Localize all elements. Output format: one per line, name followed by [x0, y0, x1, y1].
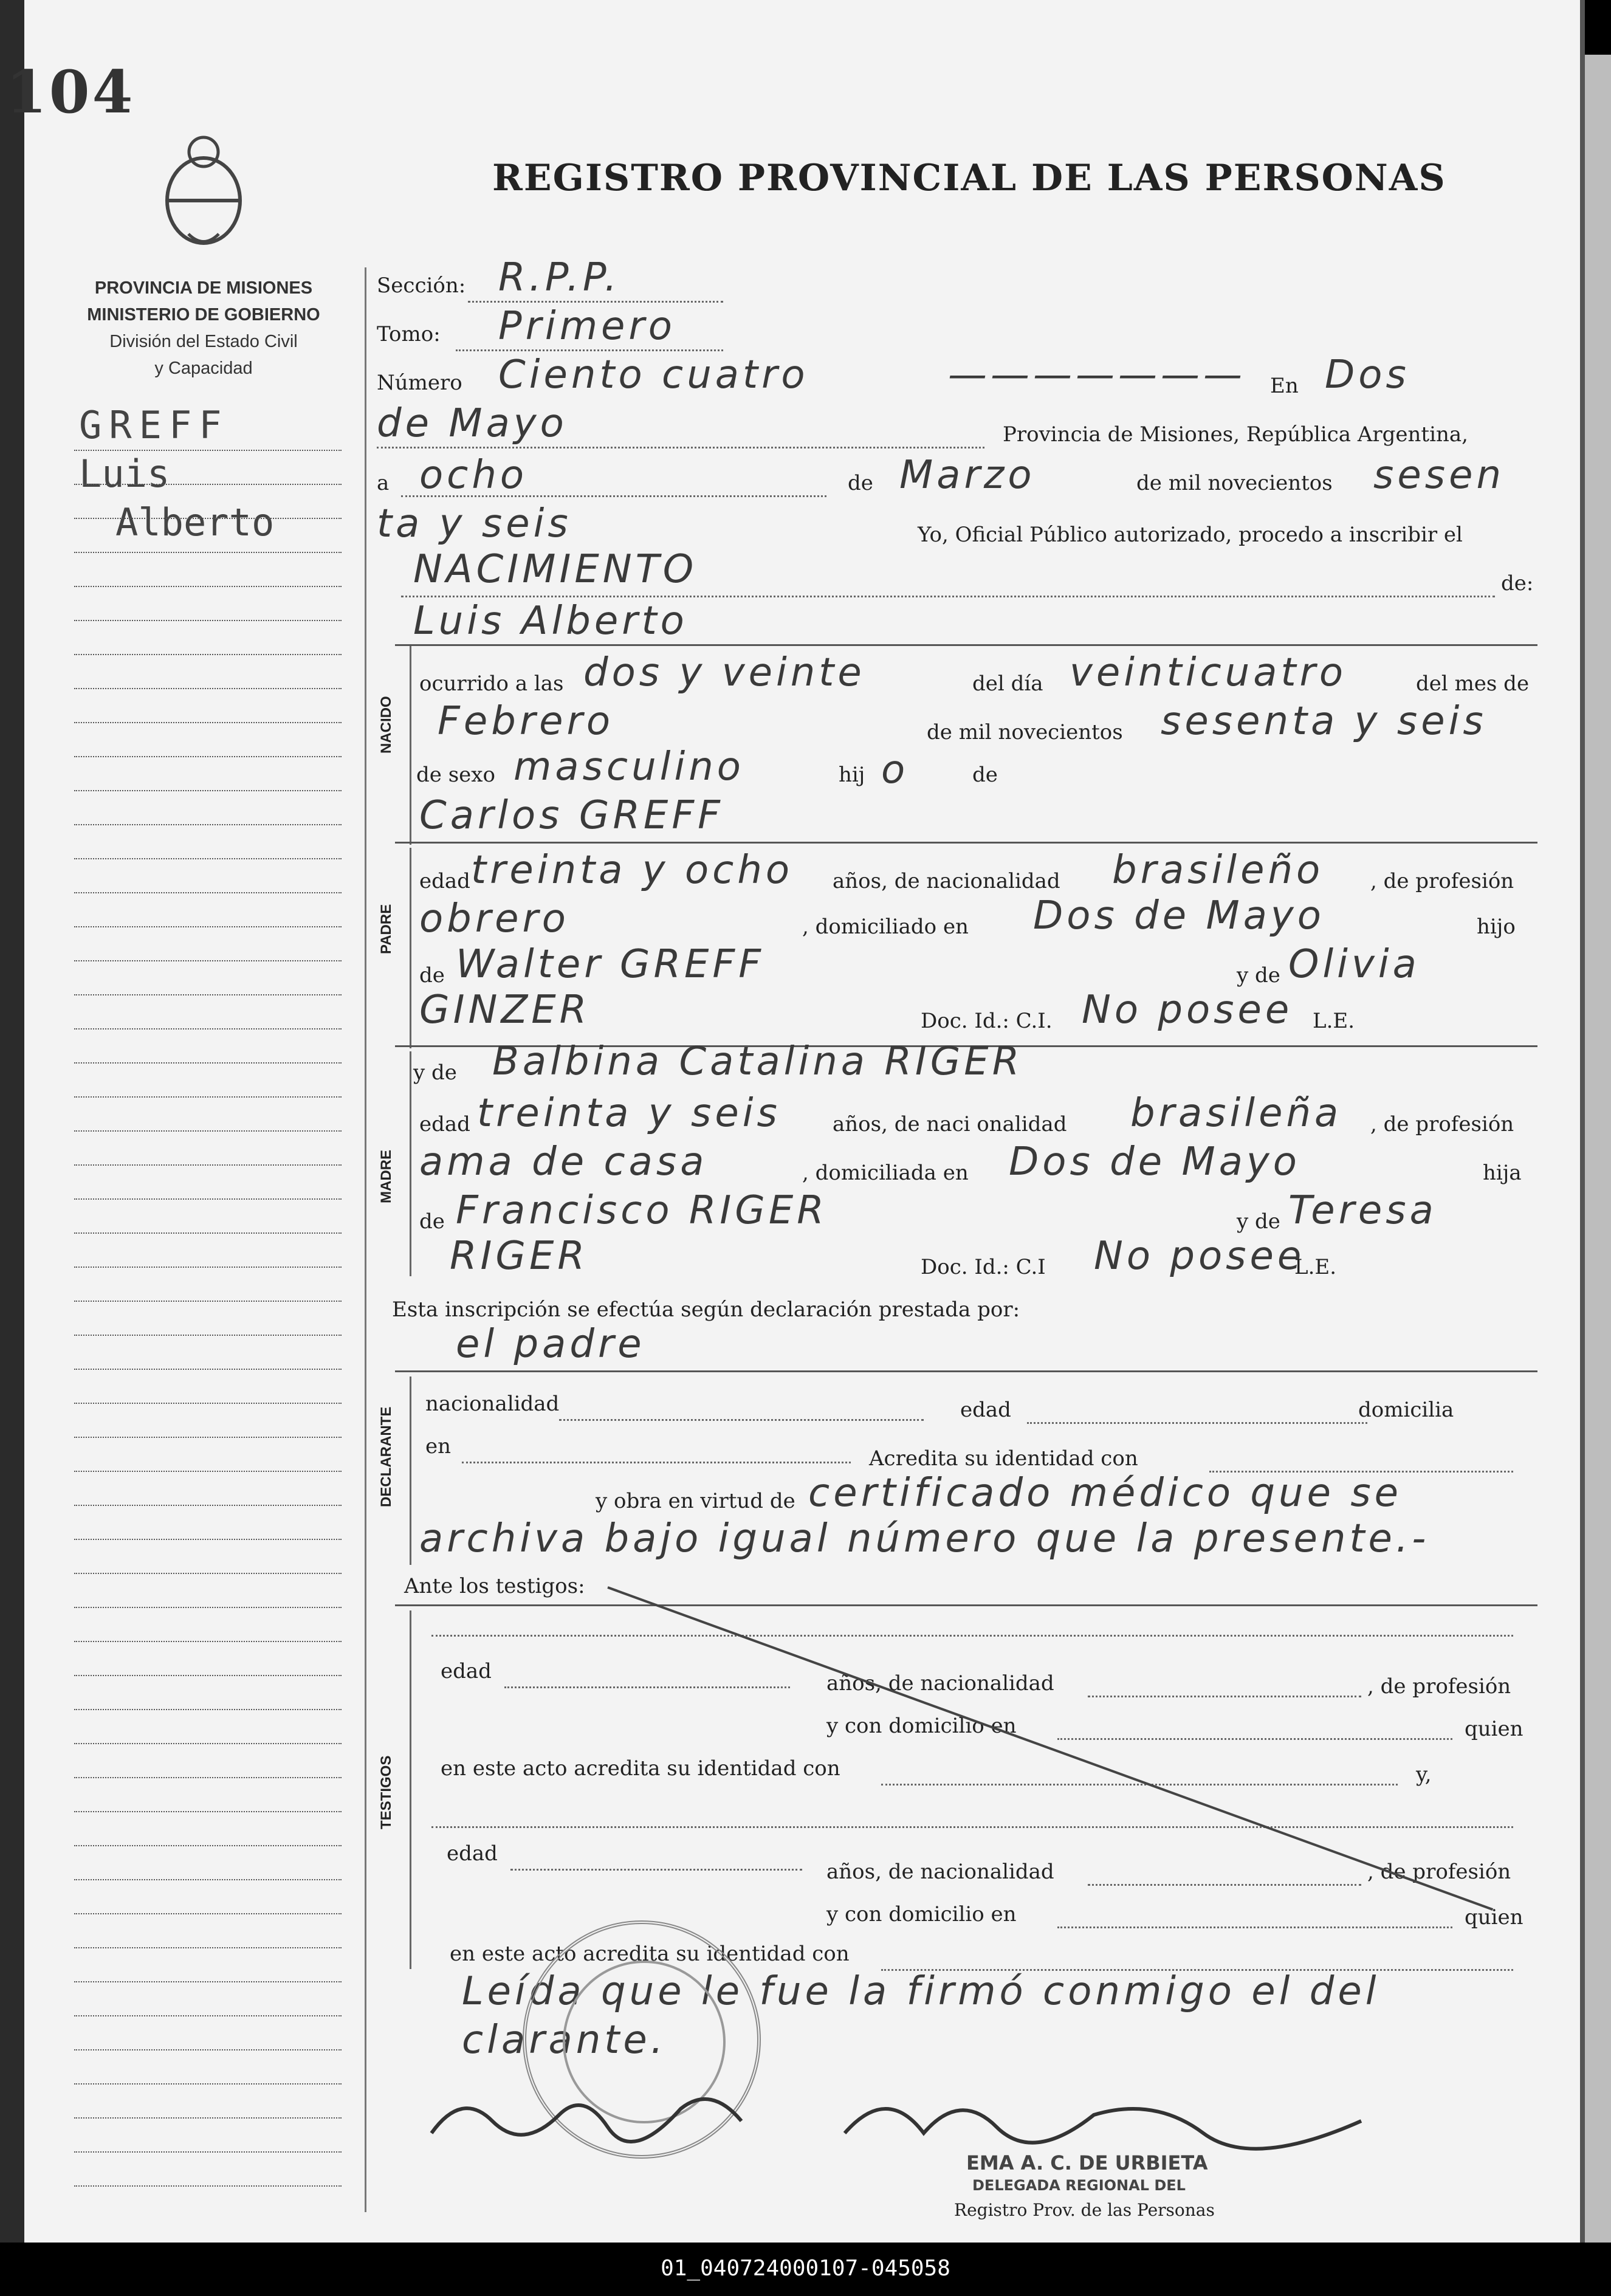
coat-of-arms-icon: [155, 128, 252, 249]
ministry-line: MINISTERIO DE GOBIERNO: [87, 305, 320, 325]
marginal-rule-line: [74, 1164, 342, 1166]
marginal-rule-line: [74, 1232, 342, 1234]
marginal-rule-line: [74, 2049, 342, 2050]
testigo1-edad-label: edad: [441, 1659, 492, 1683]
marginal-rule-line: [74, 1641, 342, 1642]
madre-hija-label: hija: [1483, 1161, 1522, 1185]
closing-line-1: Leída que le fue la firmó conmigo el del: [462, 1969, 1380, 2014]
declarante-edad-line: [1027, 1422, 1367, 1424]
ministry-line: PROVINCIA DE MISIONES: [94, 278, 313, 298]
marginal-rule-line: [74, 1539, 342, 1540]
padre-section-label: PADRE: [378, 904, 394, 954]
seccion-line: [468, 301, 723, 303]
padre-nac-label: años, de nacionalidad: [833, 869, 1060, 893]
year-prefix: de mil novecientos: [1136, 471, 1333, 495]
marginal-rule-line: [74, 1573, 342, 1574]
madre-doc-label: Doc. Id.: C.I: [921, 1255, 1046, 1279]
testigo2-acredita-label: en este acto acredita su identidad con: [450, 1942, 850, 1966]
padre-de-label: de: [419, 963, 445, 988]
place-value-1: Dos: [1325, 352, 1410, 397]
marginal-rule-line: [74, 1675, 342, 1676]
padre-father-value: Walter GREFF: [456, 942, 765, 987]
testigo1-name-line: [431, 1635, 1513, 1637]
marginal-rule-line: [74, 552, 342, 553]
closing-line-2: clarante.: [462, 2018, 667, 2063]
marginal-rule-line: [74, 620, 342, 621]
madre-father-value: Francisco RIGER: [456, 1188, 828, 1233]
document-title: REGISTRO PROVINCIAL DE LAS PERSONAS: [492, 157, 1446, 199]
a-label: a: [377, 471, 390, 495]
marginal-rule-line: [74, 1369, 342, 1370]
hijo-label: hij: [839, 763, 865, 787]
declarante-edad-label: edad: [960, 1398, 1011, 1422]
marginal-rule-line: [74, 1607, 342, 1608]
madre-edad-value: treinta y seis: [477, 1091, 781, 1136]
marginal-rule-line: [74, 1709, 342, 1710]
marginal-rule-line: [74, 858, 342, 859]
marginal-rule-line: [74, 1028, 342, 1029]
marginal-rule-line: [74, 1913, 342, 1914]
numero-dash: ———————: [948, 352, 1246, 397]
testigos-section-label: TESTIGOS: [378, 1755, 394, 1829]
madre-y-de-label: y de: [413, 1060, 457, 1085]
marginal-rule-line: [74, 1403, 342, 1404]
madre-mother-value-1: Teresa: [1288, 1188, 1437, 1233]
declarante-virtud-value-1: certificado médico que se: [808, 1471, 1403, 1516]
marginal-rule-line: [74, 518, 342, 519]
sexo-label: de sexo: [416, 763, 495, 787]
nacido-name: Luis Alberto: [413, 599, 688, 644]
madre-edad-label: edad: [419, 1112, 470, 1136]
birth-year-prefix: de mil novecientos: [927, 720, 1123, 744]
year-value-2: ta y seis: [377, 501, 572, 546]
marginal-rule-line: [74, 824, 342, 825]
place-line: [377, 447, 984, 449]
madre-prof-label: , de profesión: [1370, 1112, 1514, 1136]
padre-dom-label: , domiciliado en: [802, 915, 969, 939]
ocurrido-label: ocurrido a las: [419, 672, 564, 696]
madre-dom-label: , domiciliada en: [802, 1161, 969, 1185]
day-value: ocho: [419, 453, 528, 498]
marginal-rule-line: [74, 994, 342, 995]
del-mes-label: del mes de: [1416, 672, 1530, 696]
act-type: NACIMIENTO: [413, 547, 698, 592]
testigo2-nac-line: [1088, 1884, 1361, 1886]
declarante-en-label: en: [425, 1434, 452, 1459]
testigo1-edad-line: [504, 1686, 790, 1688]
hijo-suffix: o: [881, 748, 909, 792]
margin-divider: [365, 267, 366, 2212]
padre-mother-value-1: Olivia: [1288, 942, 1420, 987]
marginal-rule-line: [74, 586, 342, 587]
marginal-rule-line: [74, 2185, 342, 2187]
declarante-nac-line: [559, 1419, 924, 1421]
tomo-line: [456, 349, 723, 351]
testigo1-quien-label: quien: [1465, 1717, 1523, 1741]
declarante-domicilia-label: domicilia: [1358, 1398, 1454, 1422]
de-label: de: [848, 471, 873, 495]
marginal-rule-line: [74, 484, 342, 485]
testigos-intro: Ante los testigos:: [404, 1574, 585, 1598]
declarante-intro: Esta inscripción se efectúa según declaración prestada por:: [392, 1298, 1020, 1322]
testigo1-dom-label: y con domicilio en: [826, 1714, 1017, 1738]
official-title: DELEGADA REGIONAL DEL: [972, 2177, 1186, 2194]
marginal-rule-line: [74, 1267, 342, 1268]
marginal-rule-line: [74, 2117, 342, 2119]
act-line: [401, 596, 1495, 597]
marginal-rule-line: [74, 1301, 342, 1302]
padre-doc-value: No posee: [1082, 988, 1293, 1033]
padre-edad-label: edad: [419, 869, 470, 893]
del-dia-label: del día: [972, 672, 1043, 696]
declarante-en-line: [462, 1462, 851, 1463]
tomo-label: Tomo:: [377, 322, 441, 346]
marginal-note: [79, 401, 346, 547]
declarant-signature: [425, 2078, 790, 2151]
numero-value: Ciento cuatro: [498, 352, 809, 397]
marginal-first-name: Luis: [79, 452, 170, 496]
seccion-label: Sección:: [377, 273, 466, 298]
officer-text: Yo, Oficial Público autorizado, procedo a inscribir el: [918, 523, 1463, 547]
province-text: Provincia de Misiones, República Argentina,: [1003, 422, 1468, 447]
testigo1-y-label: y,: [1416, 1762, 1432, 1787]
madre-nac-value: brasileña: [1130, 1091, 1342, 1136]
tomo-value: Primero: [498, 304, 676, 349]
padre-prof-value: obrero: [419, 896, 569, 941]
testigo1-acredita-line: [881, 1784, 1398, 1786]
book-binding-left: [0, 0, 24, 2243]
padre-mother-value-2: GINZER: [419, 988, 591, 1033]
marginal-middle-name: Alberto: [115, 500, 275, 545]
marginal-rule-line: [74, 1743, 342, 1744]
marginal-rule-line: [74, 1981, 342, 1982]
marginal-rule-line: [74, 1437, 342, 1438]
nacido-section-label: NACIDO: [378, 696, 394, 754]
birth-month-value: Febrero: [438, 699, 614, 744]
padre-hijo-label: hijo: [1477, 915, 1516, 939]
declarante-nac-label: nacionalidad: [425, 1392, 560, 1416]
official-signature: [839, 2078, 1386, 2151]
declarante-virtud-value-2: archiva bajo igual número que la presente.-: [419, 1516, 1430, 1561]
marginal-rule-line: [74, 2151, 342, 2153]
birth-year-value: sesenta y seis: [1161, 699, 1487, 744]
issuing-authority: [67, 275, 340, 382]
testigo1-acredita-label: en este acto acredita su identidad con: [441, 1756, 840, 1781]
padre-name: Carlos GREFF: [419, 793, 724, 838]
testigo2-name-line: [431, 1826, 1513, 1828]
madre-prof-value: ama de casa: [419, 1139, 708, 1184]
madre-doc-value: No posee: [1094, 1234, 1305, 1279]
marginal-rule-line: [74, 1505, 342, 1506]
madre-section-label: MADRE: [378, 1150, 394, 1203]
testigo2-prof-label: , de profesión: [1367, 1860, 1511, 1884]
padre-nac-value: brasileño: [1112, 848, 1324, 893]
marginal-rule-line: [74, 1062, 342, 1064]
place-value-2: de Mayo: [377, 401, 568, 446]
testigo1-dom-line: [1057, 1738, 1452, 1740]
marginal-rule-line: [74, 1198, 342, 1200]
marginal-rule-line: [74, 1845, 342, 1846]
testigo1-nac-line: [1088, 1696, 1361, 1697]
padre-top-rule: [395, 842, 1537, 844]
marginal-rule-line: [74, 926, 342, 927]
marginal-rule-line: [74, 1471, 342, 1472]
nacido-top-rule: [395, 644, 1537, 646]
madre-y-de2-label: y de: [1237, 1209, 1280, 1234]
padre-prof-label: , de profesión: [1370, 869, 1514, 893]
declarante-by-value: el padre: [456, 1322, 645, 1367]
time-value: dos y veinte: [583, 650, 865, 695]
image-code: 01_040724000107-045058: [661, 2256, 950, 2281]
testigo2-dom-label: y con domicilio en: [826, 1902, 1017, 1927]
ministry-line: División del Estado Civil: [109, 332, 298, 351]
marginal-rule-line: [74, 790, 342, 791]
declarante-acredita-label: Acredita su identidad con: [869, 1446, 1138, 1471]
marginal-rule-line: [74, 892, 342, 893]
numero-label: Número: [377, 371, 462, 395]
marginal-rule-line: [74, 1947, 342, 1948]
marginal-rule-line: [74, 654, 342, 655]
sexo-value: masculino: [514, 744, 744, 789]
declarante-virtud-label: y obra en virtud de: [596, 1489, 795, 1513]
day-line: [401, 495, 826, 497]
madre-nac-label: años, de naci onalidad: [833, 1112, 1067, 1136]
marginal-rule-line: [74, 2083, 342, 2085]
en-label: En: [1270, 374, 1299, 398]
marginal-rule-line: [74, 1777, 342, 1778]
marginal-rule-line: [74, 722, 342, 723]
official-office: Registro Prov. de las Personas: [954, 2200, 1215, 2220]
de-colon: de:: [1501, 571, 1534, 596]
marginal-rule-line: [74, 756, 342, 757]
madre-le-label: L.E.: [1294, 1255, 1337, 1279]
testigo2-quien-label: quien: [1465, 1905, 1523, 1930]
testigo2-edad-line: [510, 1869, 802, 1871]
declarante-top-rule: [395, 1370, 1537, 1372]
madre-mother-value-2: RIGER: [450, 1234, 588, 1279]
marginal-rule-line: [74, 688, 342, 689]
testigo1-nac-label: años, de nacionalidad: [826, 1671, 1054, 1696]
marginal-rule-line: [74, 1130, 342, 1132]
madre-de-label: de: [419, 1209, 445, 1234]
marginal-rule-line: [74, 1879, 342, 1880]
month-value: Marzo: [899, 453, 1036, 498]
testigo2-dom-line: [1057, 1927, 1452, 1928]
marginal-rule-line: [74, 960, 342, 961]
padre-dom-value: Dos de Mayo: [1033, 893, 1325, 938]
year-value-1: sesen: [1373, 453, 1505, 498]
testigo1-prof-label: , de profesión: [1367, 1674, 1511, 1699]
padre-le-label: L.E.: [1313, 1009, 1355, 1033]
seccion-value: R.P.P.: [498, 255, 621, 300]
padre-doc-label: Doc. Id.: C.I.: [921, 1009, 1053, 1033]
marginal-surname: GREFF: [79, 403, 229, 447]
padre-y-de-label: y de: [1237, 963, 1280, 988]
marginal-rule-line: [74, 450, 342, 451]
marginal-rule-line: [74, 2015, 342, 2016]
marginal-rule-line: [74, 1096, 342, 1098]
marginal-rule-line: [74, 1335, 342, 1336]
padre-edad-value: treinta y ocho: [471, 848, 794, 893]
testigos-top-rule: [395, 1604, 1537, 1606]
testigo2-nac-label: años, de nacionalidad: [826, 1860, 1054, 1884]
marginal-rule-line: [74, 1811, 342, 1812]
testigo2-edad-label: edad: [447, 1841, 498, 1866]
madre-name: Balbina Catalina RIGER: [492, 1039, 1023, 1084]
ministry-line: y Capacidad: [154, 359, 253, 378]
official-name: EMA A. C. DE URBIETA: [966, 2151, 1208, 2174]
declarante-section-label: DECLARANTE: [378, 1406, 394, 1507]
folio-number: 104: [6, 58, 136, 126]
birth-day-value: veinticuatro: [1070, 650, 1347, 695]
madre-dom-value: Dos de Mayo: [1009, 1139, 1300, 1184]
hijo-de-label: de: [972, 763, 998, 787]
